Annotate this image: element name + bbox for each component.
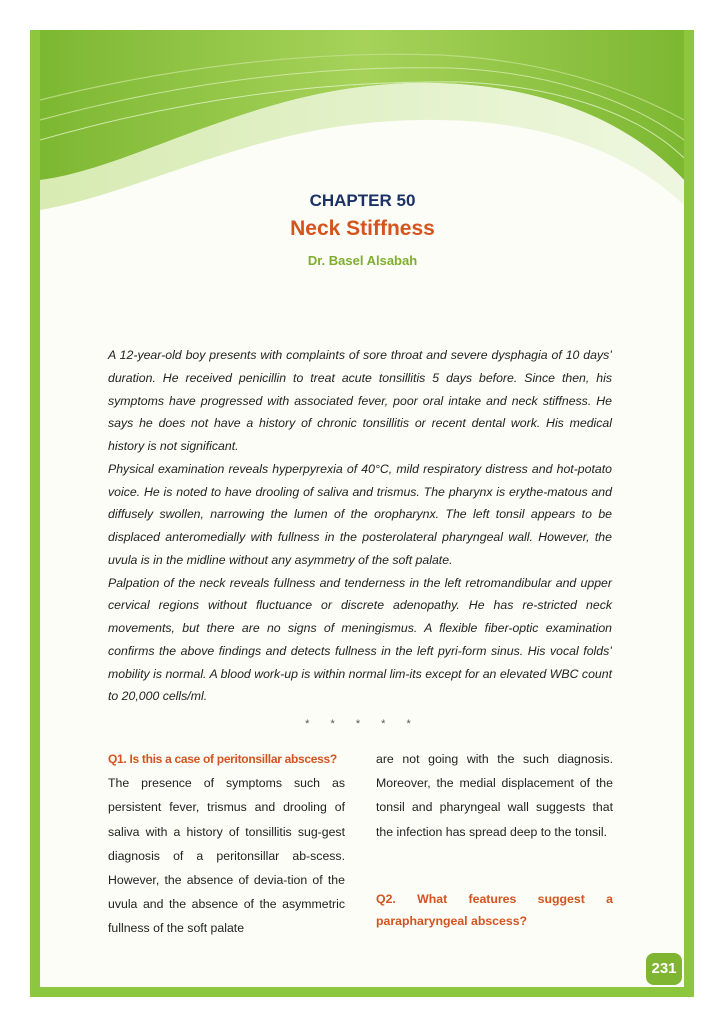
case-paragraph-examination: Physical examination reveals hyperpyrexia of 40°C, mild respiratory distress and hot-potato voice. He is noted to have drooling of saliva and trismus. The pharynx is erythe-matous and diffusely swollen, narrowing the lumen of the oropharynx. The left tonsil appears to be displaced anteromedially with fullness in the posterolateral pharyngeal wall. However, the uvula is in the midline without any asymmetry of the soft palate.: [108, 461, 612, 567]
chapter-label: CHAPTER 50: [309, 191, 416, 210]
q2-heading-line1: Q2. What features suggest a: [376, 892, 613, 906]
q2-heading: [376, 888, 613, 932]
case-paragraph-history: A 12-year-old boy presents with complaints of sore throat and severe dysphagia of 10 days’ duration. He received penicillin to treat acute tonsillitis 5 days before. Since then, his symptoms have progressed with associated fever, poor oral intake and neck stiffness. He says he does not have a history of chronic tonsillitis or recent dental work. His medical history is not significant.: [108, 348, 612, 453]
section-separator: * * * * *: [305, 718, 420, 730]
q1-answer-right: are not going with the such diagnosis. Moreover, the medial displacement of the tonsil and pharyngeal wall suggests that the infection has spread deep to the tonsil.: [376, 752, 613, 839]
case-paragraph-palpation: Palpation of the neck reveals fullness and tenderness in the left retromandibular and upper cervical regions without fluctuance or discrete adenopathy. He has re-stricted neck movements, but there are no signs of meningismus. A flexible fiber-optic examination confirms the above findings and detects fullness in the left pyri-form sinus. His vocal folds’ mobility is normal. A blood work-up is within normal lim-its except for an elevated WBC count to 20,000 cells/ml.: [108, 575, 612, 704]
page-number-badge: 231: [646, 953, 682, 985]
chapter-title: Neck Stiffness: [290, 217, 435, 240]
q1-answer-left: The presence of symptoms such as persistent fever, trismus and drooling of saliva with a history of tonsillitis sug-gest diagnosis of a peritonsillar ab-scess. However, the absence of devia-tion of the uvula and the absence of the asymmetric fullness of the soft palate: [108, 776, 345, 936]
left-column: [108, 747, 345, 941]
case-description: [108, 344, 612, 708]
q1-heading: Q1. Is this a case of peritonsillar abscess?: [108, 752, 337, 766]
chapter-author: Dr. Basel Alsabah: [307, 253, 418, 268]
right-column: [376, 747, 613, 844]
q2-heading-line2: parapharyngeal abscess?: [376, 914, 528, 928]
